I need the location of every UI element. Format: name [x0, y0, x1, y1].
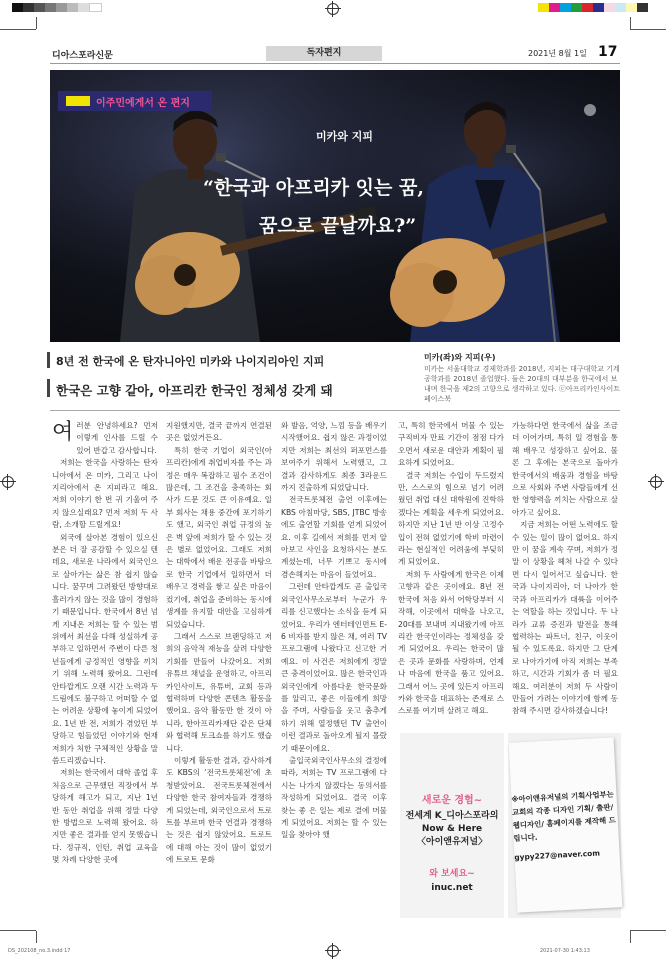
article-column-2 — [166, 420, 272, 920]
article-column-3 — [281, 420, 387, 920]
registration-mark-bottom — [327, 945, 339, 957]
article-paragraph: 전국트롯체전 출연 이후에는 KBS 아침마당, SBS, JTBC 방송에도 출연할 기회를 얻게 되었어요. 이후 길에서 저희를 먼저 알아보고 사인을 요청하시는 분도 계셨는데, 너무 기쁘고 동시에 겸손해지는 마음이 들었어요. — [281, 495, 387, 579]
article-paragraph: 가능하다면 한국에서 삶을 조금 더 이어가며, 특히 일 경험을 통해 배우고 성장하고 싶어요. 물론 그 후에는 본국으로 돌아가 한국에서의 배움과 경험을 바탕으로 사회와 주변 사람들에게 선한 영향력을 끼치는 사람으로 살아가고 싶어요. — [512, 421, 618, 517]
crop-mark — [36, 17, 37, 29]
ad-description — [511, 787, 625, 864]
article-paragraph: 저희는 한국을 사랑하는 탄자니아에서 온 미카, 그리고 나이지리아에서 온 지피라고 해요. 저희 이야기 한 번 귀 기울여 주지 않으실래요? 먼저 저희 두 사람, 소개할 드릴게요! — [52, 458, 158, 530]
article-paragraph: 그런데 안타깝게도 곧 출입국외국인사무소로부터 누군가 우리를 신고했다는 소식을 듣게 되었어요. 우리가 엔터테인먼트 E-6 비자를 받지 않은 채, 여러 TV 프로그램에 나왔다고 신고한 거예요. 이 사건은 저희에게 정말 큰 충격이었어요. 많은 한국인과 외국인에게 아름다운 한국문화를 알리고, 좋은 이들에게 희망을 주며, 사람들을 웃고 춤추게 하기 위해 열정했던 TV 출연이 이런 결과로 돌아오게 될지 몰랐기 때문이에요. — [281, 582, 387, 753]
article-paragraph: 저희는 한국에서 대학 졸업 후 처음으로 근무했던 직장에서 부당하게 해고가 되고, 지난 1년 반 동안 취업을 위해 정말 다양한 방법으로 노력해 왔어요. 하지만 좋은 결과를 얻지 못했습니다. 정규직, 인턴, 취업 교육을 몇 차례 다양한 곳에 — [52, 768, 158, 865]
article-column-4 — [398, 420, 504, 720]
article-rule — [50, 410, 620, 411]
photo-title: 미카와 지피 — [316, 130, 373, 143]
article-paragraph: 출입국외국인사무소의 결정에 따라, 저희는 TV 프로그램에 다시는 나가지 않겠다는 동의서를 작성하게 되었어요. 결국 이후 찾는 좋 은 일는 제로 결에 머물게 되었어요. 저희는 할 수 있는 일을 찾아야 했 — [281, 755, 387, 840]
article-paragraph: 이렇게 활동한 결과, 감사하게도 KBS의 ‘전국트롯체전’에 초청받았어요. 전국트롯체전에서 다양한 한국 참여자들과 경쟁하게 되었는데, 외국인으로서 트로트를 부르며 한국 연결과 경쟁하는 것은 쉽지 않았어요. 트로트에 대해 아는 것이 많이 없었기에 트로트 문화 — [166, 755, 272, 865]
tag-color-chip — [66, 96, 90, 106]
photo-caption-body: 미카는 서울대학교 경제학과를 2018년, 지피는 대구대학교 기계공학과를 2018년 졸업했다. 둘은 20대의 대부분을 한국에서 보내며 한국을 제2의 고향으로 생각하고 있다. ⓒ아프리카인사이트 페이스북 — [424, 365, 621, 403]
registration-mark-left — [2, 476, 14, 488]
sub-headline: 8년 전 한국에 온 탄자니아인 미카와 나이지리아인 지피 — [56, 355, 325, 368]
main-headline: 한국은 고향 같아, 아프리칸 한국인 정체성 갖게 돼 — [56, 383, 333, 398]
article-paragraph: 러분 안녕하세요? 먼저 이렇게 인사를 드릴 수 있어 반갑고 감사합니다. — [76, 421, 158, 455]
category-tag — [58, 91, 212, 111]
pull-quote-line-1: “한국과 아프리카 잇는 꿈, — [203, 177, 424, 199]
ad-headline: 새로운 경험~ — [421, 795, 483, 806]
crop-mark — [630, 29, 666, 30]
header-rule — [50, 63, 620, 64]
article-paragraph: 그래서 스스로 브랜딩하고 저희의 음악적 재능을 살려 다양한 기회를 만들어 나갔어요. 저희 유튜브 채널을 운영하고, 아프리카인사이트, 유튜버, 교회 등과 협력하며 다양한 콘텐츠 활동을 했어요. 음악 활동만 한 것이 아니라, 한아프리카재단 같은 단체와 협력해 토크쇼를 하기도 했습니다. — [166, 631, 272, 753]
article-paragraph: 외국에 살아본 경험이 있으신 분은 더 잘 공감할 수 있으실 텐데요, 새로운 나라에서 외국인으로 살아가는 삶은 참 쉽지 않습니다. 꿈꾸며 그려왔던 방향대로 흘러가지 않는 것을 많이 경험하기 때문입니다. 한국에서 8년 넘게 지내온 저희는 할 수 있는 범위에서 최선을 다해 성실하게 공부하고 일하면서 주변이 다른 청년들에게 긍정적인 영향을 끼치기 위해 노력해 왔어요. 그런데 안타깝게도 오랜 시간 노력과 두드림에도 불구하고 어떠할 수 없는 어려운 상황에 놓이게 되었어요. 1년 반 전, 저희가 겪었던 부당하고 힘들었던 이야기와 현재 저희가 처한 구체적인 상황을 말씀드리겠습니다. — [52, 532, 158, 765]
ad-url: inuc.net — [431, 883, 473, 893]
section-label: 독자편지 — [266, 46, 382, 61]
ad-slogan-text: 전세계 K_디아스포라의 Now & Here — [405, 811, 499, 834]
article-paragraph: 지금 저희는 어떤 노력에도 할 수 있는 일이 많이 없어요. 하지만 이 꿈을 계속 꾸며, 저희가 정말 이 상황을 헤쳐 나갈 수 있다면 다시 일어서고 싶습니다. 한국과 나이지리아, 더 나아가 한국과 아프리카가 대륙을 이어주는 역할을 하는 것입니다. 두 나라가 교류 증진과 발전을 통해 협력하는 파트너, 친구, 이웃이 될 수 있도록요. 하지만 그 단계로 나아가기에 아직 저희는 부족하고, 시간과 기회가 좀 더 필요해요. 여러분이 저희 두 사람이 만들어 가려는 이야기에 함께 동참해 주시면 감사하겠습니다! — [512, 520, 618, 716]
issue-date: 2021년 8월 1일 — [528, 49, 587, 58]
print-calibration-bar-left — [12, 3, 102, 12]
article-paragraph: 지원했지만, 결국 끝까지 연결된 곳은 없었거든요. — [166, 421, 272, 443]
print-calibration-bar-right — [538, 3, 648, 12]
article-paragraph: 와 발음, 억양, 느낌 등을 배우기 시작했어요. 쉽지 않은 과정이었지만 저희는 최선의 퍼포먼스를 보여주기 위해서 노력했고, 그 결과 감사하게도 최종 3라운드까지 진출하게 되었답니다. — [281, 421, 387, 493]
crop-mark — [630, 930, 666, 931]
crop-mark — [36, 931, 37, 943]
article-paragraph: 저희 두 사람에게 한국은 이제 고향과 같은 곳이에요. 8년 전 한국에 처음 와서 어학당부터 시작해, 이곳에서 대학을 나오고, 20대를 보내며 지내왔기에 아프리칸 한국인이라는 정체성을 갖게 되었어요. 우리는 한국이 많은 곳과 문화를 사랑하며, 언제나 마음에 한국을 품고 있어요. 그래서 어느 곳에 있든지 아프리카와 한국을 대표하는 존재로 스스로를 여기며 살려고 해요. — [398, 569, 504, 716]
ad-call-to-action: 와 보세요~ — [429, 869, 475, 879]
headline-bar — [47, 379, 50, 397]
drop-cap: 여 — [52, 420, 74, 445]
page-number: 17 — [598, 44, 618, 60]
ad-description-text: ※아이앤유저널의 기획사업부는 교회의 각종 디자인 기획/ 출판/ 웹디자인/ 홈페이지를 제작해 드립니다. — [511, 789, 617, 843]
print-timestamp: 2021-07-30 1:43:13 — [540, 948, 590, 954]
ad-journal-name: 〈아이앤유저널〉 — [416, 837, 488, 847]
crop-mark — [0, 29, 36, 30]
photo-caption-title: 미카(좌)와 지피(우) — [424, 353, 496, 362]
crop-mark — [630, 17, 631, 29]
registration-mark-top — [327, 3, 339, 15]
ad-email: gypy227@naver.com — [514, 848, 601, 862]
pull-quote-line-2: 꿈으로 끝날까요?” — [259, 215, 417, 237]
registration-mark-right — [650, 476, 662, 488]
crop-mark — [630, 931, 631, 943]
file-slug: DS_202108_no.3.indd 17 — [8, 948, 71, 954]
ad-slogan — [400, 810, 504, 849]
publication-name: 디아스포라신문 — [52, 51, 113, 61]
article-paragraph: 결국 저희는 수입이 두드렸지만, 스스로의 힘으로 넘기 어려웠던 취업 대신 대학원에 진학하겠다는 계획을 세우게 되었어요. 하지만 지난 1년 반 이상 고정수입이 전혀 없었기에 학비 마련이라는 현실적인 어려움에 부딪히게 되었어요. — [398, 470, 504, 567]
article-paragraph: 고, 특히 한국에서 머물 수 있는 구직비자 만료 기간이 점점 다가오면서 새로운 대안과 계획이 필요하게 되었어요. — [398, 421, 504, 468]
crop-mark — [0, 930, 36, 931]
article-paragraph: 특히 한국 기업이 외국인(아프리칸)에게 취업비자를 주는 과정은 매우 복잡하고 필수 조건이 많은데, 그 조건을 충족하는 회사가 드문 것도 큰 이유예요. 일부 회사는 채용 중간에 포기하기도 했고, 외국인 취업 규정의 높은 벽 앞에 저희가 할 수 있는 것은 별로 없었어요. 그래도 저희는 대학에서 배운 전공을 바탕으로 한국 기업에서 일하면서 더 배우고 경력을 쌓고 싶은 마음이 컸기에, 취업을 준비하는 동시에 생계를 유지할 대안을 고심하게 되었습니다. — [166, 445, 272, 629]
category-tag-label: 이주민에게서 온 편지 — [96, 98, 190, 109]
article-column-5 — [512, 420, 618, 720]
article-column-1 — [52, 420, 158, 920]
headline-bar — [47, 352, 50, 368]
